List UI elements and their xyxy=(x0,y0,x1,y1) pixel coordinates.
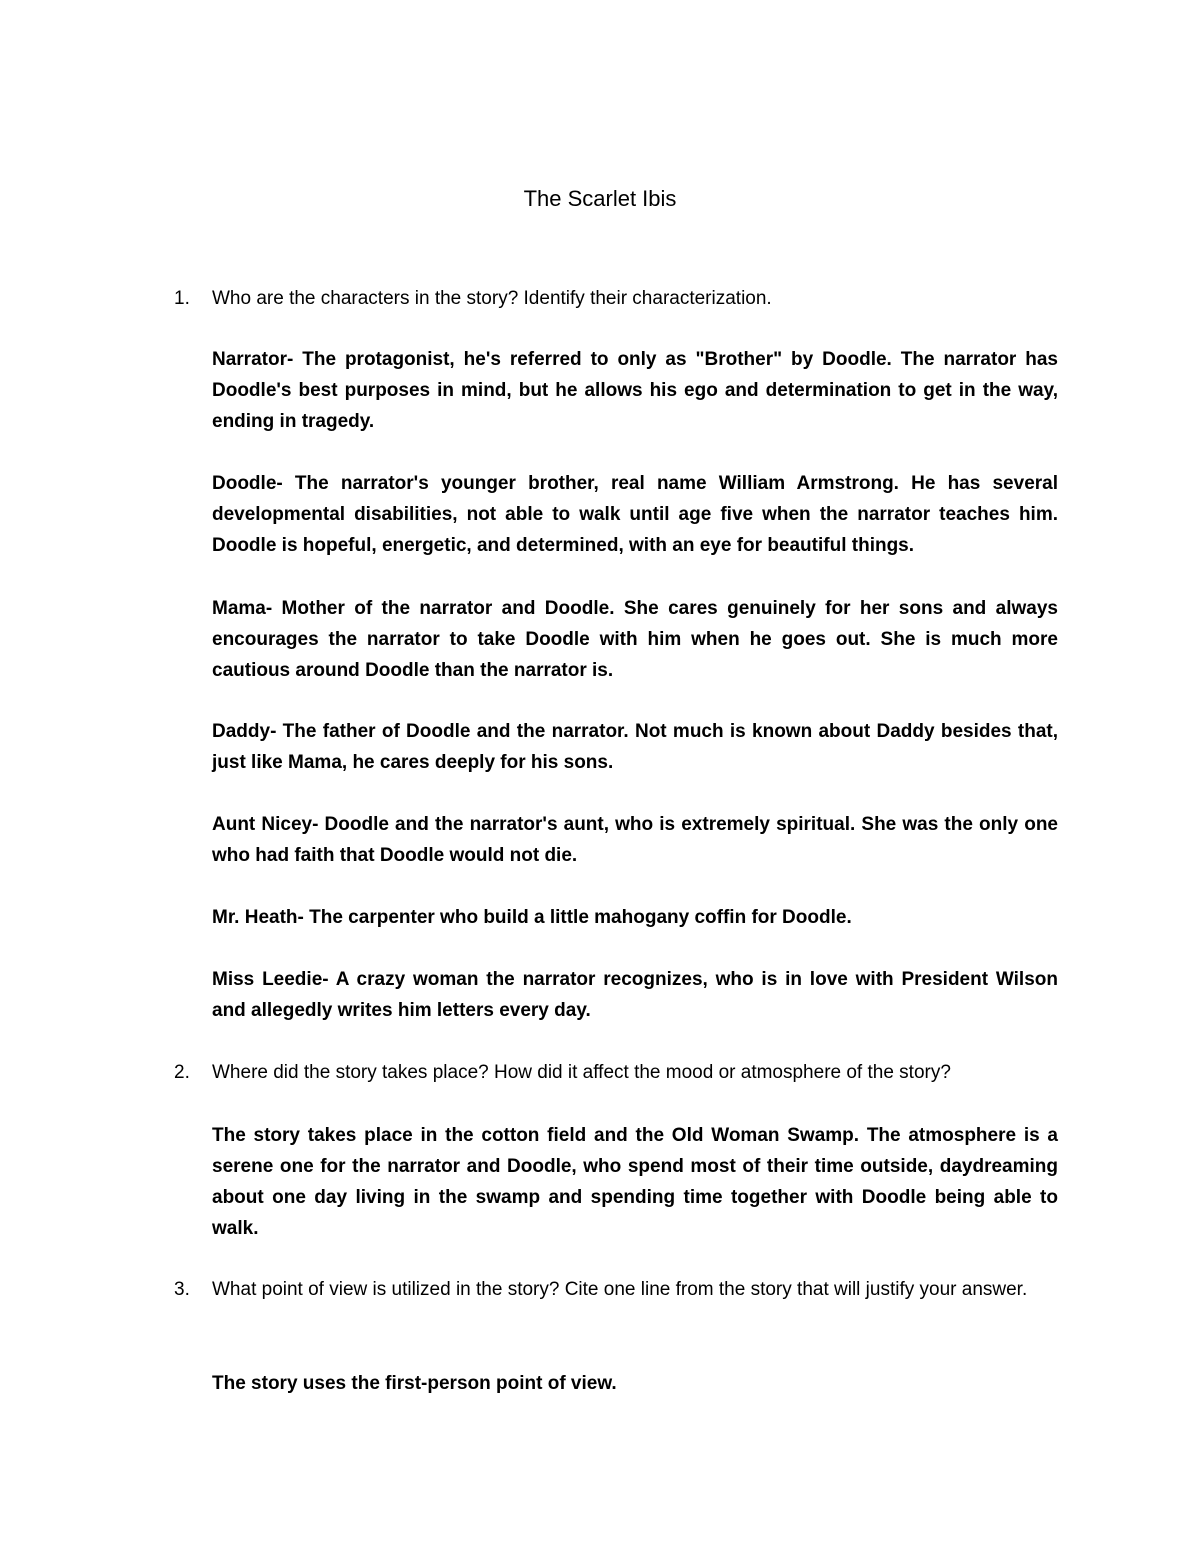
answer-setting: The story takes place in the cotton field and the Old Woman Swamp. The atmosphere is a serene one for the narrator and Doodle, who spend most of their time outside, daydreaming about one day living in the swamp and spending time together with Doodle being able to walk. xyxy=(212,1125,1058,1239)
answer-daddy: Daddy- The father of Doodle and the narrator. Not much is known about Daddy besides that, just like Mama, he cares deeply for his sons. xyxy=(212,721,1058,773)
answer-miss-leedie: Miss Leedie- A crazy woman the narrator recognizes, who is in love with President Wilson and allegedly writes him letters every day. xyxy=(212,969,1058,1021)
answer-mama: Mama- Mother of the narrator and Doodle. She cares genuinely for her sons and always encourages the narrator to take Doodle with him when he goes out. She is much more cautious around Doodle than the narrator is. xyxy=(212,598,1058,681)
answer-mr-heath: Mr. Heath- The carpenter who build a little mahogany coffin for Doodle. xyxy=(212,907,852,928)
answer-narrator: Narrator- The protagonist, he's referred to only as "Brother" by Doodle. The narrator has Doodle's best purposes in mind, but he allows his ego and determination to get in the way, ending in tragedy. xyxy=(212,349,1058,432)
question-text: What point of view is utilized in the story? Cite one line from the story that will justify your answer. xyxy=(212,1279,1028,1300)
question-number: 2. xyxy=(174,1062,190,1083)
question-number: 3. xyxy=(174,1279,190,1300)
question-3 xyxy=(174,1274,1058,1305)
answer-point-of-view: The story uses the first-person point of view. xyxy=(212,1373,617,1394)
answer-aunt-nicey: Aunt Nicey- Doodle and the narrator's aunt, who is extremely spiritual. She was the only one who had faith that Doodle would not die. xyxy=(212,814,1058,866)
question-2 xyxy=(174,1057,1058,1088)
question-text: Who are the characters in the story? Identify their characterization. xyxy=(212,288,772,309)
question-number: 1. xyxy=(174,288,190,309)
answer-doodle: Doodle- The narrator's younger brother, real name William Armstrong. He has several developmental disabilities, not able to walk until age five when the narrator teaches him. Doodle is hopeful, energetic, and determined, with an eye for beautiful things. xyxy=(212,473,1058,556)
question-1 xyxy=(174,283,1058,314)
document-title: The Scarlet Ibis xyxy=(523,186,677,211)
question-text: Where did the story takes place? How did it affect the mood or atmosphere of the story? xyxy=(212,1062,951,1083)
